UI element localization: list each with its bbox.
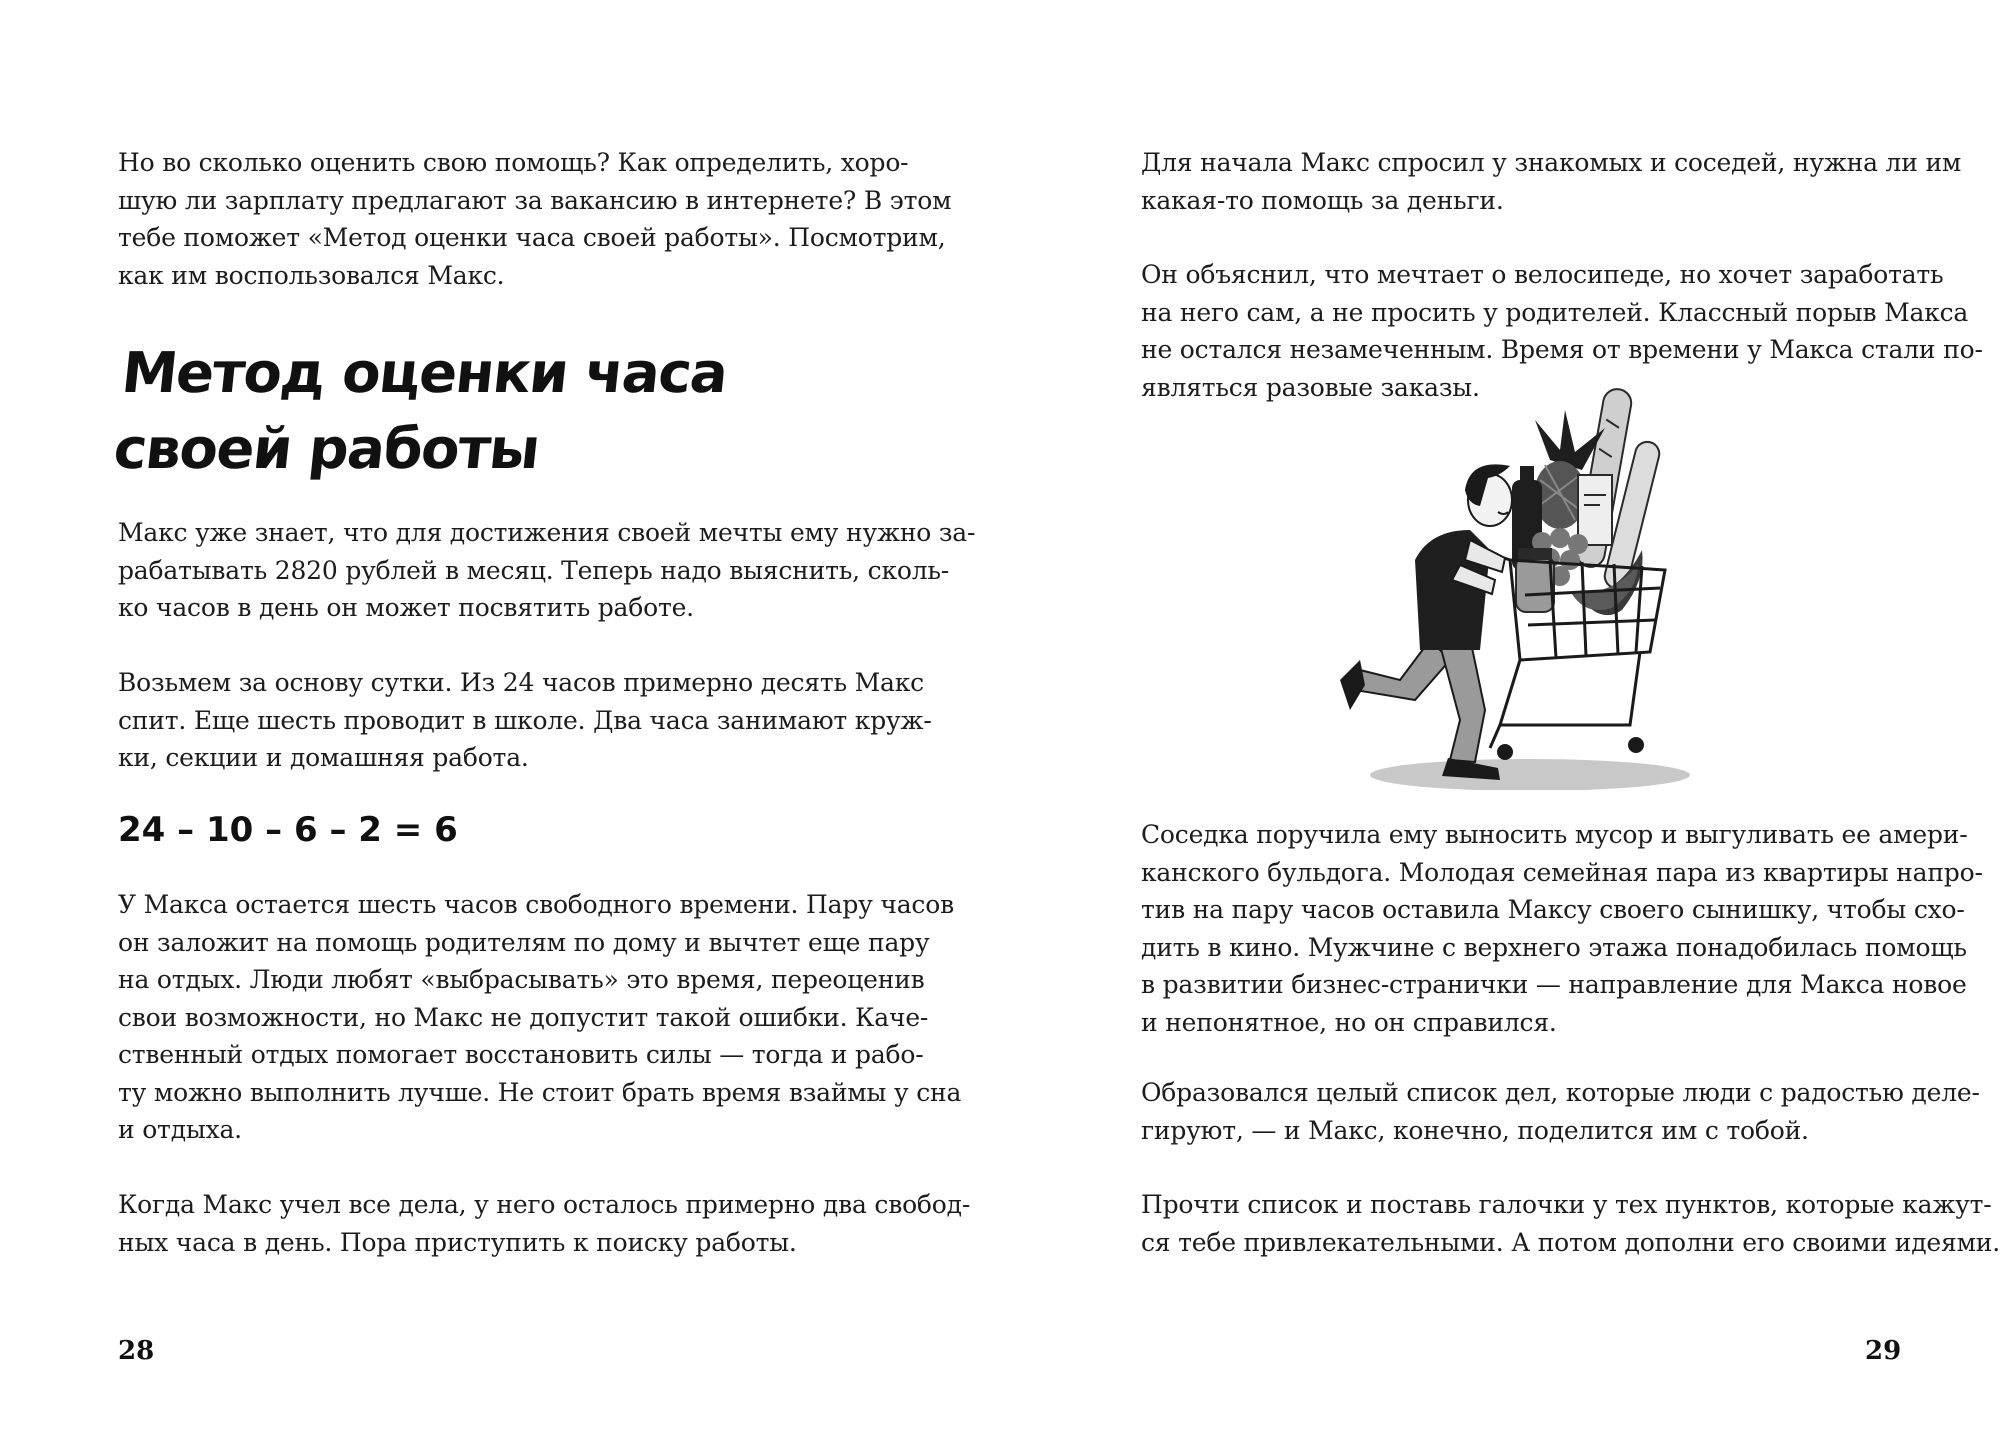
text-line: ся тебе привлекательными. А потом дополни его своими идеями.: [1141, 1227, 2000, 1257]
text-line: в развитии бизнес-странички — направление для Макса новое: [1141, 970, 1967, 999]
ground-shadow: [1370, 759, 1690, 790]
paragraph-4: [1141, 1074, 1980, 1149]
text-line: Но во сколько оценить свою помощь? Как определить, хоро-: [118, 148, 909, 177]
text-line: Возьмем за основу сутки. Из 24 часов примерно десять Макс: [118, 668, 924, 697]
text-line: свои возможности, но Макс не допустит такой ошибки. Каче-: [118, 1002, 929, 1032]
text-line: ки, секции и домашняя работа.: [118, 743, 529, 772]
text-line: являться разовые заказы.: [1141, 372, 1480, 402]
text-line: не остался незамеченным. Время от времени у Макса стали по-: [1141, 335, 1983, 364]
paragraph-5: [1141, 1186, 2000, 1261]
text-line: Когда Макс учел все дела, у него осталось примерно два свобод-: [118, 1190, 971, 1219]
formula-text: 24 – 10 – 6 – 2 = 6: [118, 810, 458, 850]
cart-wheel: [1497, 744, 1513, 760]
text-line: У Макса остается шесть часов свободного времени. Пару часов: [118, 890, 954, 919]
text-line: ко часов в день он может посвятить работе.: [118, 593, 694, 622]
paragraph-2: [118, 664, 932, 777]
text-line: ту можно выполнить лучше. Не стоит брать время взаймы у сна: [118, 1077, 962, 1107]
heading-line: Метод оценки часа: [118, 341, 730, 406]
boy-figure: [1340, 464, 1512, 780]
text-line: спит. Еще шесть проводит в школе. Два часа занимают круж-: [118, 705, 932, 735]
text-line: и отдыха.: [118, 1115, 242, 1144]
text-line: ных часа в день. Пора приступить к поиску работы.: [118, 1227, 797, 1257]
text-line: гируют, — и Макс, конечно, поделится им с тобой.: [1141, 1115, 1809, 1145]
text-line: Прочти список и поставь галочки у тех пунктов, которые кажут-: [1141, 1190, 1992, 1219]
text-line: рабатывать 2820 рублей в месяц. Теперь надо выяснить, сколь-: [118, 555, 950, 585]
text-line: и непонятное, но он справился.: [1141, 1007, 1557, 1037]
text-line: дить в кино. Мужчине с верхнего этажа понадобилась помощь: [1141, 932, 1967, 962]
text-line: ственный отдых помогает восстановить силы — тогда и рабо-: [118, 1040, 924, 1069]
text-line: Образовался целый список дел, которые люди с радостью деле-: [1141, 1078, 1980, 1107]
text-line: тив на пару часов оставила Максу своего сынишку, чтобы схо-: [1141, 895, 1965, 924]
paragraph-1: [118, 514, 976, 627]
page-number: 28: [118, 1336, 155, 1366]
groceries: [1512, 387, 1662, 615]
text-line: какая-то помощь за деньги.: [1141, 185, 1504, 215]
boy-pushing-shopping-cart-illustration: [1320, 380, 1690, 790]
text-line: тебе поможет «Метод оценки часа своей работы». Посмотрим,: [118, 223, 946, 252]
text-line: на него сам, а не просить у родителей. Классный порыв Макса: [1141, 297, 1969, 327]
paragraph-3: [1141, 816, 1983, 1041]
text-line: Он объяснил, что мечтает о велосипеде, но хочет заработать: [1141, 260, 1944, 289]
text-line: как им воспользовался Макс.: [118, 260, 505, 290]
formula: [118, 810, 873, 850]
section-heading: [110, 336, 873, 488]
heading-line: своей работы: [110, 417, 542, 482]
text-line: Для начала Макс спросил у знакомых и соседей, нужна ли им: [1141, 148, 1962, 177]
text-line: шую ли зарплату предлагают за вакансию в интернете? В этом: [118, 185, 952, 215]
text-line: на отдых. Люди любят «выбрасывать» это время, переоценив: [118, 965, 925, 994]
intro-paragraph: [118, 144, 952, 294]
cart-wheel: [1628, 737, 1644, 753]
page-number: 29: [1865, 1336, 1902, 1366]
text-line: Макс уже знает, что для достижения своей мечты ему нужно за-: [118, 518, 976, 547]
paragraph-1: [1141, 144, 1962, 219]
text-line: он заложит на помощь родителям по дому и вычтет еще пару: [118, 927, 930, 957]
paragraph-3: [118, 886, 962, 1149]
right-page: [1000, 0, 2000, 1451]
text-line: канского бульдога. Молодая семейная пара из квартиры напро-: [1141, 857, 1983, 887]
paragraph-4: [118, 1186, 971, 1261]
text-line: Соседка поручила ему выносить мусор и выгуливать ее амери-: [1141, 820, 1968, 849]
